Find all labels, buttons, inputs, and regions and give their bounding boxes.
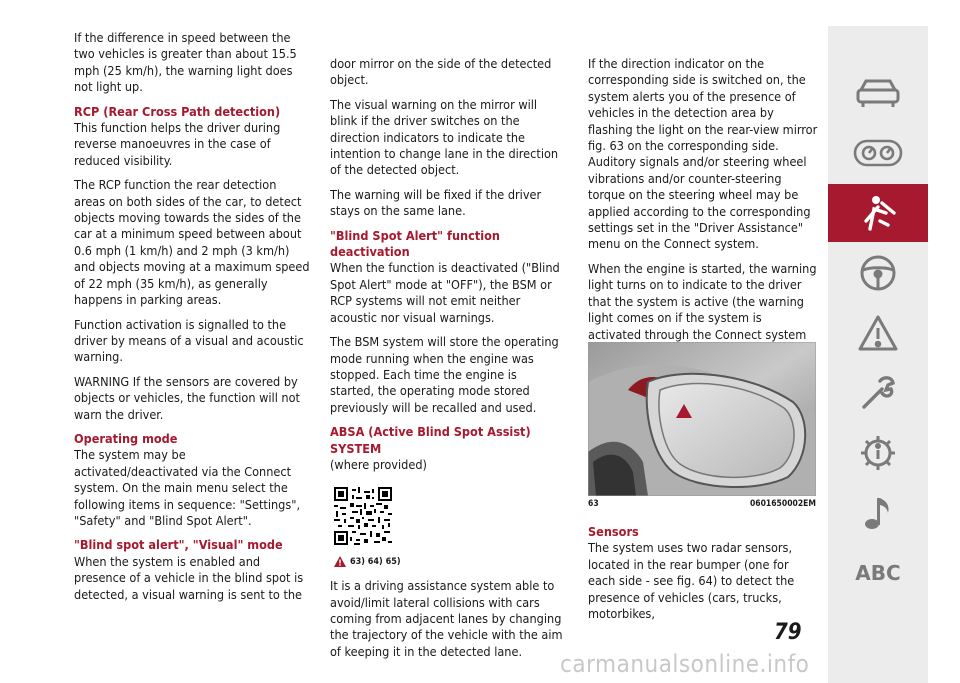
warning-references (334, 554, 564, 570)
paragraph: The RCP function the rear detection areas on both sides of the car, to detect objects moving towards the sides of the car at a minimum speed between about 0.6 mph (1 km/h) and 2 mph (3 km/h) and objects moving at a maximum speed of 22 mph (35 km/h), as generally happens in parking areas. (74, 177, 310, 308)
sidebar-item-warnings[interactable] (828, 304, 928, 362)
heading-operating-mode: Operating mode (74, 430, 178, 446)
wrench-icon (858, 373, 898, 413)
sidebar-item-dashboard[interactable] (828, 124, 928, 182)
qr-code-icon (334, 487, 392, 545)
heading-sensors: Sensors (588, 524, 639, 539)
column-3 (588, 56, 818, 367)
column-2 (330, 56, 564, 668)
paragraph: The warning will be fixed if the driver stays on the same lane. (330, 186, 542, 219)
sidebar-item-technical-data[interactable] (828, 424, 928, 482)
warning-refs-label: 63) 64) 65) (350, 556, 401, 567)
paragraph: door mirror on the side of the detected object. (330, 56, 552, 88)
where-provided-note: (where provided) (330, 456, 427, 472)
sidebar-item-car[interactable] (828, 64, 928, 122)
figure-code: 0601650002EM (749, 499, 816, 509)
paragraph: The visual warning on the mirror will blink if the driver switches on the direction indicators to indicate the intention to change lane in the direction of the detected object. (330, 96, 559, 178)
chapter-sidebar (828, 26, 928, 683)
column-3-bottom (588, 524, 818, 630)
paragraph: When the engine is started, the warning light turns on to indicate to the driver that the system is active (the warning light comes on if the system is activated through the Connect system (588, 260, 817, 342)
paragraph: The system may be activated/deactivated via the Connect system. On the main menu select the following items in sequence: "Settings", "Safety" and "Blind Spot Alert". (74, 447, 301, 528)
figure-number: 63 (588, 499, 599, 509)
sidebar-item-steering[interactable] (828, 244, 928, 302)
sidebar-item-multimedia[interactable] (828, 484, 928, 542)
car-icon (855, 76, 901, 110)
heading-absa: ABSA (Active Blind Spot Assist) SYSTEM (330, 424, 531, 456)
watermark: carmanualsonline.info (560, 650, 810, 678)
heading-visual-mode: "Blind spot alert", "Visual" mode (74, 537, 283, 553)
paragraph: Function activation is signalled to the driver by means of a visual and acoustic warning. (74, 316, 304, 365)
paragraph: If the direction indicator on the corresponding side is switched on, the system alerts you of the presence of vehicles in the detection area by flashing the light on the rear-view mirror fig. 63 on the corresponding side. Auditory signals and/or steering wheel vibrations and/or counter-steering torque on the steering wheel may be applied according to the corresponding settings set in the "Driver Assistance" menu on the Connect system. (588, 56, 818, 252)
side-mirror-illustration (588, 342, 816, 496)
steering-wheel-icon (858, 253, 898, 293)
page-number: 79 (774, 620, 802, 645)
mirror-figure (588, 342, 816, 496)
paragraph: The BSM system will store the operating mode running when the engine was stopped. Each time the engine is started, the operating mode stored previously will be recalled and used. (330, 334, 559, 415)
seatbelt-icon (856, 191, 900, 235)
music-note-icon (860, 493, 896, 533)
paragraph: It is a driving assistance system able to avoid/limit lateral collisions with cars coming from adjacent lanes by changing the trajectory of the vehicle with the aim of keeping it in the detected lane. (330, 578, 563, 659)
sidebar-item-safety[interactable] (828, 184, 928, 242)
paragraph: If the difference in speed between the two vehicles is greater than about 15.5 mph (25 km/h), the warning light does not light up. (74, 30, 297, 95)
paragraph: When the function is deactivated ("Blind Spot Alert" mode at "OFF"), the BSM or RCP systems will not emit neither acoustic nor visual warnings. (330, 260, 560, 325)
gear-info-icon (858, 433, 898, 473)
paragraph: WARNING If the sensors are covered by objects or vehicles, the function will not warn the driver. (74, 373, 300, 422)
heading-function-deactivation: "Blind Spot Alert" function deactivation (330, 227, 500, 260)
sidebar-item-maintenance[interactable] (828, 364, 928, 422)
warning-triangle-icon (334, 556, 346, 567)
paragraph: When the system is enabled and presence of a vehicle in the blind spot is detected, a visual warning is sent to the (74, 553, 304, 602)
dashboard-icon (853, 138, 903, 168)
figure-caption (588, 499, 816, 509)
column-1 (74, 30, 310, 611)
warning-triangle-icon (857, 314, 899, 352)
sidebar-item-index[interactable]: ABC (855, 561, 901, 585)
paragraph: This function helps the driver during reverse manoeuvres in the case of reduced visibility. (74, 120, 281, 168)
heading-rcp: RCP (Rear Cross Path detection) (74, 103, 281, 119)
paragraph: The system uses two radar sensors, located in the rear bumper (one for each side - see fig. 64) to detect the presence of vehicles (cars, trucks, motorbikes, (588, 540, 795, 622)
